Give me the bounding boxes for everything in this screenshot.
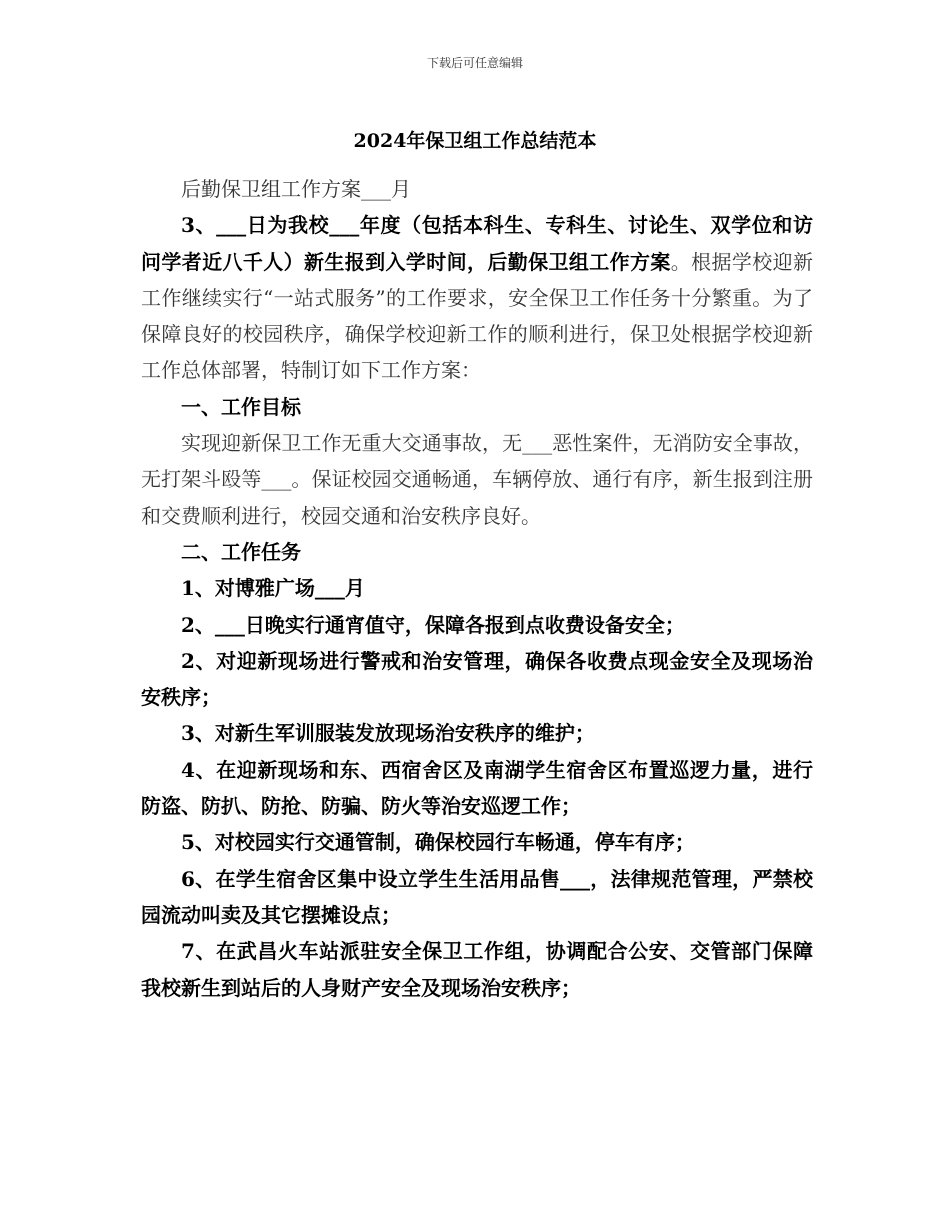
task-item: 3、对新生军训服装发放现场治安秩序的维护； [181, 721, 595, 746]
paragraph-intro: 后勤保卫组工作方案___月 [181, 177, 411, 201]
task-item: 2、___日晚实行通宵值守，保障各报到点收费设备安全； [181, 612, 685, 637]
task-item: 1、对博雅广场___月 [181, 576, 365, 601]
paragraph-goals: 实现迎新保卫工作无重大交通事故，无___恶性案件，无消防安全事故，无打架斗殴等___。保证校园交通畅通，车辆停放、通行有序，新生报到注册和交费顺利进行，校园交通和治安秩序良好。 [141, 431, 813, 528]
page-header: 下载后可任意编辑 [426, 56, 523, 70]
section-heading-goals: 一、工作目标 [181, 394, 301, 419]
task-item: 6、在学生宿舍区集中设立学生生活用品售___，法律规范管理，严禁校园流动叫卖及其它摆摊设点； [141, 866, 813, 927]
paragraph-overview-normal: 。根据学校迎新工作继续实行“一站式服务”的工作要求，安全保卫工作任务十分繁重。为了保障良好的校园秩序，确保学校迎新工作的顺利进行，保卫处根据学校迎新工作总体部署，特制订如下工作方案： [141, 249, 813, 383]
paragraph-overview-bold: 3、___日为我校___年度（包括本科生、专科生、讨论生、双学位和访问学者近八千人）新生报到入学时间，后勤保卫组工作方案 [141, 213, 813, 274]
section-heading-tasks: 二、工作任务 [181, 539, 301, 564]
task-item: 5、对校园实行交通管制，确保校园行车畅通，停车有序； [181, 830, 695, 855]
task-item: 4、在迎新现场和东、西宿舍区及南湖学生宿舍区布置巡逻力量，进行防盗、防扒、防抢、防骗、防火等治安巡逻工作； [141, 757, 813, 819]
task-item: 7、在武昌火车站派驻安全保卫工作组，协调配合公安、交管部门保障我校新生到站后的人身财产安全及现场治安秩序； [141, 939, 813, 1000]
document-title: 2024年保卫组工作总结范本 [353, 130, 597, 152]
task-item: 2、对迎新现场进行警戒和治安管理，确保各收费点现金安全及现场治安秩序； [141, 648, 813, 710]
paragraph-overview [141, 207, 813, 388]
document-body [141, 171, 813, 1006]
